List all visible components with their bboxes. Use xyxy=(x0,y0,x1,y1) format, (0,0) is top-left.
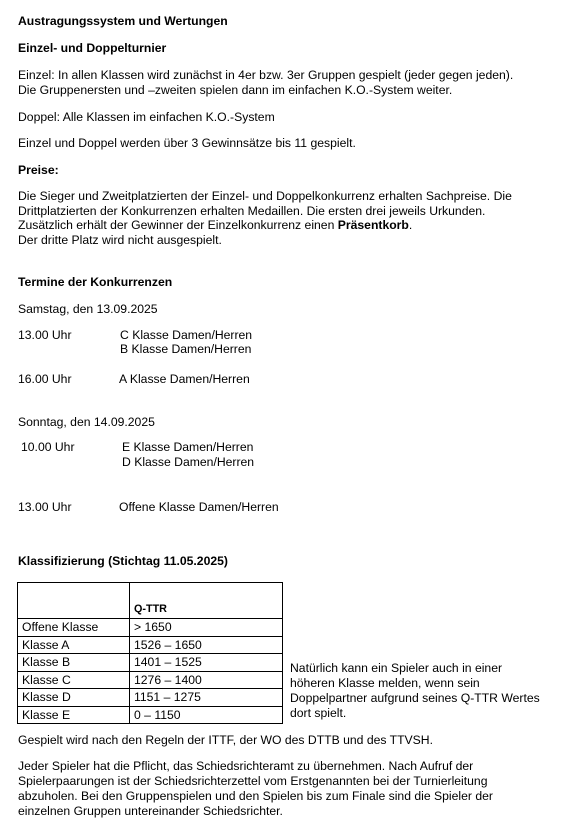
table-cell-qttr: 0 – 1150 xyxy=(130,706,283,724)
schiri-text-line-4: einzelnen Gruppen untereinander Schiedsrichter. xyxy=(18,804,283,818)
table-cell-qttr: 1401 – 1525 xyxy=(130,654,283,672)
einzel-text-line-1: Einzel: In allen Klassen wird zunächst in 4er bzw. 3er Gruppen gespielt (jeder gegen jeden). xyxy=(18,68,514,82)
klassifizierung-table xyxy=(17,582,283,724)
sonntag-class-2: Offene Klasse Damen/Herren xyxy=(119,500,279,514)
note-text-line-2: höheren Klasse melden, wenn sein xyxy=(290,676,480,690)
note-text-line-3: Doppelpartner aufgrund seines Q-TTR Wertes xyxy=(290,691,540,705)
preise-text-line-3 xyxy=(18,218,412,233)
table-row xyxy=(18,654,283,672)
note-text-line-1: Natürlich kann ein Spieler auch in einer xyxy=(290,661,503,675)
samstag-time-2: 16.00 Uhr xyxy=(18,372,72,386)
samstag-time-1: 13.00 Uhr xyxy=(18,328,72,342)
section-heading-preise: Preise: xyxy=(18,163,59,177)
table-row xyxy=(18,636,283,654)
table-cell-klasse: Klasse E xyxy=(18,706,130,724)
table-cell-klasse: Klasse B xyxy=(18,654,130,672)
section-heading-klassifizierung: Klassifizierung (Stichtag 11.05.2025) xyxy=(18,554,228,568)
sonntag-time-2: 13.00 Uhr xyxy=(18,500,72,514)
table-cell-klasse: Klasse C xyxy=(18,671,130,689)
doppel-text: Doppel: Alle Klassen im einfachen K.O.-System xyxy=(18,110,275,124)
samstag-class-2: A Klasse Damen/Herren xyxy=(119,372,250,386)
regeln-text: Gespielt wird nach den Regeln der ITTF, der WO des DTTB und des TTVSH. xyxy=(18,733,433,747)
preise-text-line-3-end: . xyxy=(408,218,413,232)
table-cell-klasse: Klasse D xyxy=(18,689,130,707)
table-row xyxy=(18,671,283,689)
samstag-class-1b: B Klasse Damen/Herren xyxy=(120,342,252,356)
sonntag-date: Sonntag, den 14.09.2025 xyxy=(18,415,155,429)
preise-text-line-3-start: Zusätzlich erhält der Gewinner der Einzelkonkurrenz einen xyxy=(18,218,338,232)
table-header-qttr: Q-TTR xyxy=(130,583,283,619)
table-cell-qttr: 1151 – 1275 xyxy=(130,689,283,707)
table-cell-klasse: Offene Klasse xyxy=(18,619,130,637)
samstag-class-1a: C Klasse Damen/Herren xyxy=(120,328,253,342)
sonntag-class-1b: D Klasse Damen/Herren xyxy=(122,455,255,469)
table-cell-qttr: > 1650 xyxy=(130,619,283,637)
samstag-date: Samstag, den 13.09.2025 xyxy=(18,302,158,316)
einzel-text-line-2: Die Gruppenersten und –zweiten spielen dann im einfachen K.O.-System weiter. xyxy=(18,83,453,97)
preise-text-line-4: Der dritte Platz wird nicht ausgespielt. xyxy=(18,233,222,247)
table-row xyxy=(18,619,283,637)
table-cell-klasse: Klasse A xyxy=(18,636,130,654)
table-header-row xyxy=(18,583,283,619)
preise-text-line-2: Drittplatzierten der Konkurrenzen erhalten Medaillen. Die ersten drei jeweils Urkunden. xyxy=(18,204,486,218)
section-heading-termine: Termine der Konkurrenzen xyxy=(18,275,173,289)
preise-text-line-1: Die Sieger und Zweitplatzierten der Einzel- und Doppelkonkurrenz erhalten Sachpreise. Die xyxy=(18,189,512,203)
schiri-text-line-3: abzuholen. Bei den Gruppenspielen und den Spielen bis zum Finale sind die Spieler der xyxy=(18,789,493,803)
praesentkorb-highlight: Präsentkorb xyxy=(337,218,409,232)
table-header-cell xyxy=(18,583,130,619)
saetze-text: Einzel und Doppel werden über 3 Gewinnsätze bis 11 gespielt. xyxy=(18,136,356,150)
document-heading: Austragungssystem und Wertungen xyxy=(18,14,228,28)
sonntag-time-1: 10.00 Uhr xyxy=(21,440,75,454)
table-row xyxy=(18,706,283,724)
schiri-text-line-2: Spielerpaarungen ist der Schiedsrichterzettel vom Erstgenannten bei der Turnierleitung xyxy=(18,774,488,788)
note-text-line-4: dort spielt. xyxy=(290,706,347,720)
table-row xyxy=(18,689,283,707)
section-heading-turnier: Einzel- und Doppelturnier xyxy=(18,41,167,55)
table-cell-qttr: 1276 – 1400 xyxy=(130,671,283,689)
sonntag-class-1a: E Klasse Damen/Herren xyxy=(122,440,254,454)
table-cell-qttr: 1526 – 1650 xyxy=(130,636,283,654)
schiri-text-line-1: Jeder Spieler hat die Pflicht, das Schiedsrichteramt zu übernehmen. Nach Aufruf der xyxy=(18,759,474,773)
